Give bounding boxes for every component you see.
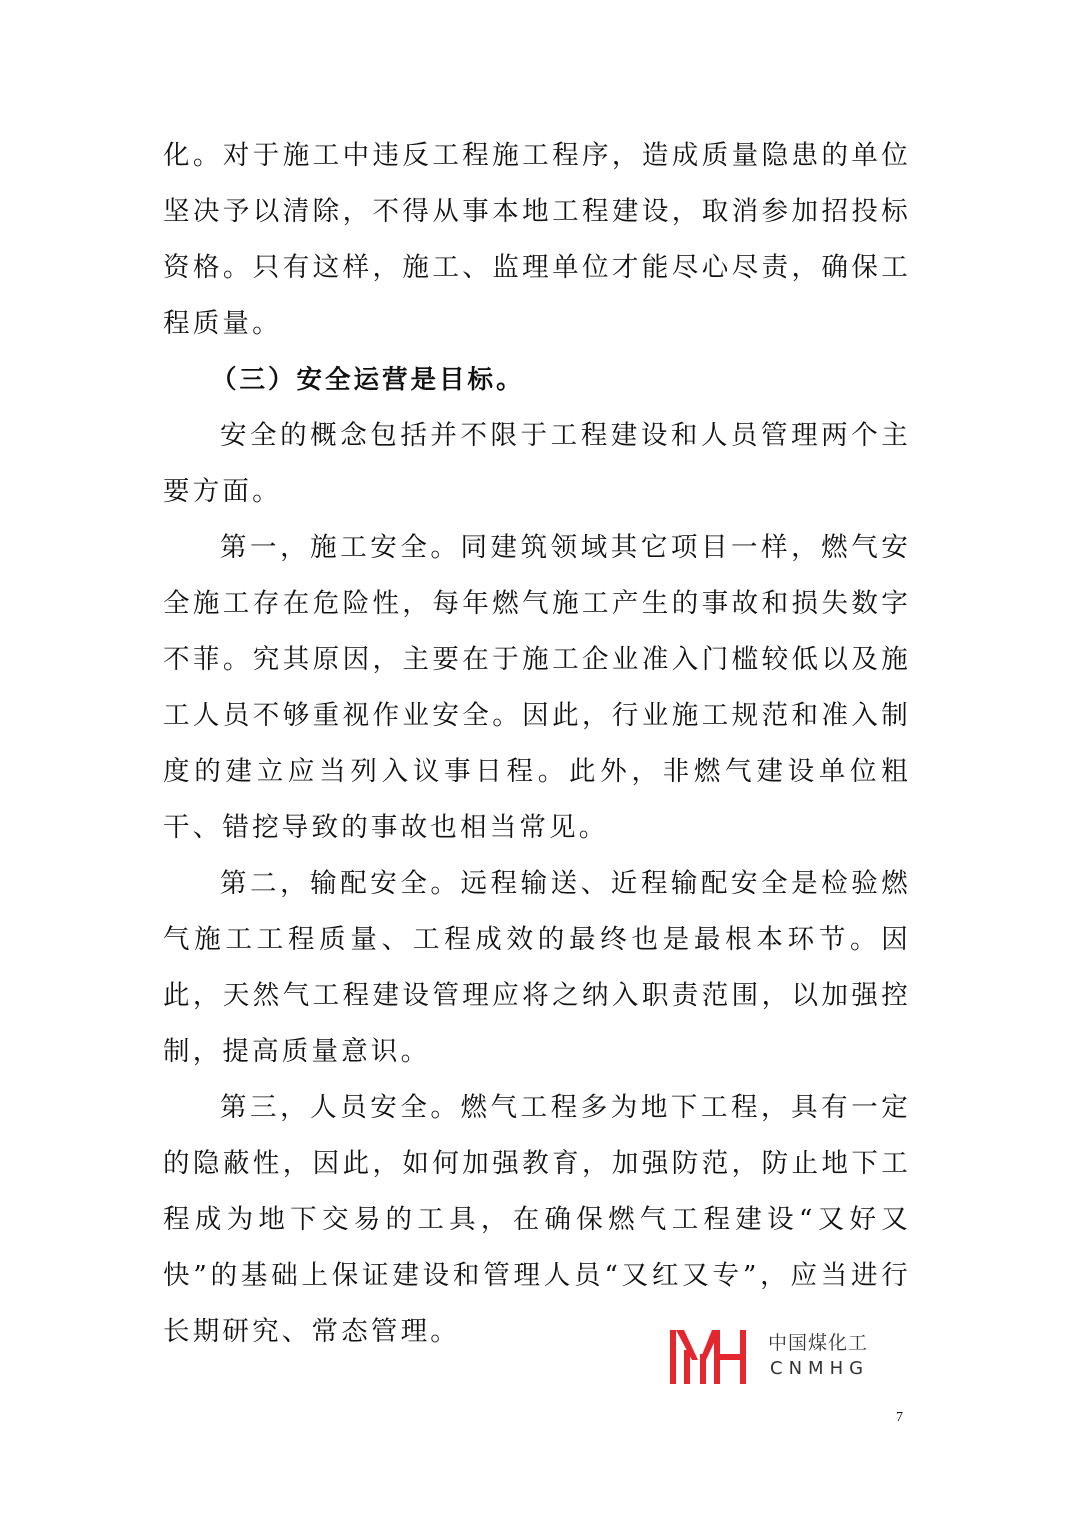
watermark-logo — [668, 1328, 888, 1388]
document-body — [163, 128, 911, 1360]
logo-english-name: CNMHG — [770, 1358, 870, 1379]
logo-chinese-name: 中国煤化工 — [768, 1332, 869, 1354]
paragraph-safety-concept: 安全的概念包括并不限于工程建设和人员管理两个主要方面。 — [163, 420, 911, 507]
page-number: 7 — [896, 1410, 903, 1425]
paragraph-continuation: 化。对于施工中违反工程施工程序，造成质量隐患的单位坚决予以清除，不得从事本地工程建设，取消参加招投标资格。只有这样，施工、监理单位才能尽心尽责，确保工程质量。 — [163, 140, 911, 339]
paragraph-personnel-safety: 第三，人员安全。燃气工程多为地下工程，具有一定的隐蔽性，因此，如何加强教育，加强防范，防止地下工程成为地下交易的工具，在确保燃气工程建设“又好又快”的基础上保证建设和管理人员“又红又专”，应当进行长期研究、常态管理。 — [163, 1092, 911, 1347]
section-heading: （三）安全运营是目标。 — [211, 365, 525, 395]
logo-mark-icon — [668, 1328, 760, 1386]
paragraph-distribution-safety: 第二，输配安全。远程输送、近程输配安全是检验燃气施工工程质量、工程成效的最终也是最根本环节。因此，天然气工程建设管理应将之纳入职责范围，以加强控制，提高质量意识。 — [163, 868, 911, 1067]
paragraph-construction-safety: 第一，施工安全。同建筑领域其它项目一样，燃气安全施工存在危险性，每年燃气施工产生的事故和损失数字不菲。究其原因，主要在于施工企业准入门槛较低以及施工人员不够重视作业安全。因此，行业施工规范和准入制度的建立应当列入议事日程。此外，非燃气建设单位粗干、错挖导致的事故也相当常见。 — [163, 532, 911, 843]
